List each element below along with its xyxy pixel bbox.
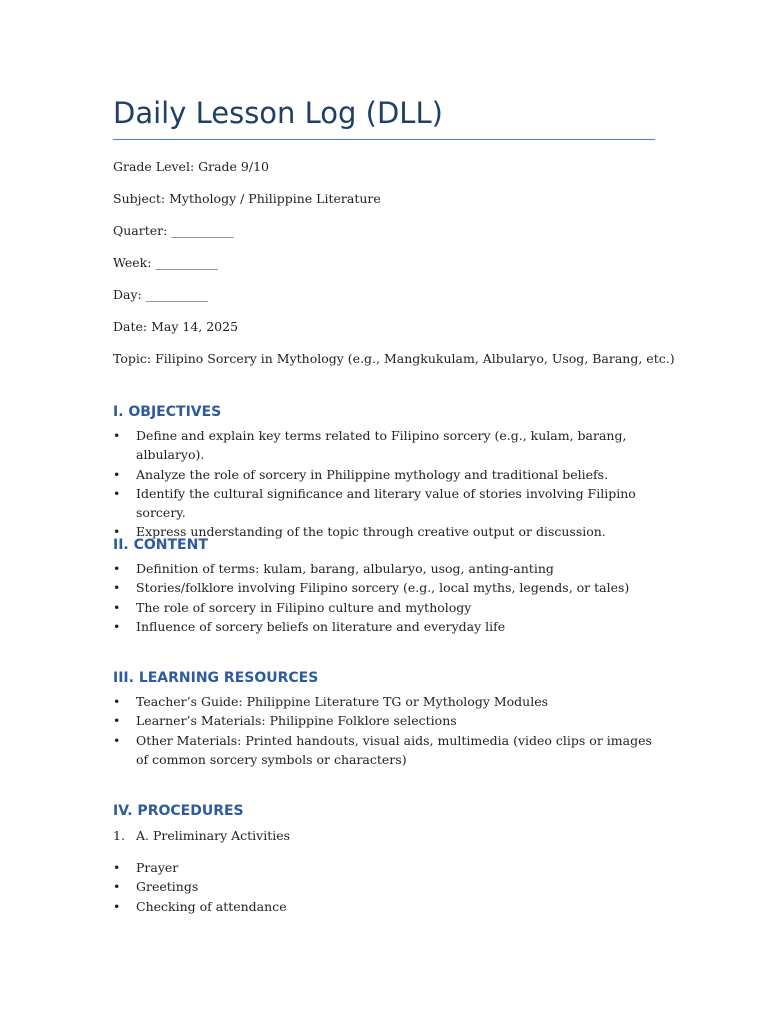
list-item-text: Prayer — [136, 860, 179, 875]
list-item — [113, 897, 655, 916]
preliminary-activities-list — [113, 858, 655, 916]
list-item-text: Express understanding of the topic through creative output or discussion. — [136, 524, 606, 540]
meta-date: Date: May 14, 2025 — [113, 319, 239, 334]
list-item-text: Learner’s Materials: Philippine Folklore selections — [136, 713, 457, 729]
meta-day: Day: __________ — [113, 287, 209, 302]
list-item — [113, 692, 655, 711]
meta-subject: Subject: Mythology / Philippine Literature — [113, 191, 381, 206]
list-item-text: The role of sorcery in Filipino culture and mythology — [136, 599, 472, 615]
bullet-icon: • — [113, 618, 121, 634]
list-item-text: Influence of sorcery beliefs on literature and everyday life — [136, 618, 506, 634]
list-item-text: Teacher’s Guide: Philippine Literature TG or Mythology Modules — [136, 694, 549, 709]
list-item — [113, 426, 655, 465]
list-item — [113, 711, 655, 730]
bullet-icon: • — [113, 485, 121, 501]
meta-topic: Topic: Filipino Sorcery in Mythology (e.g., Mangkukulam, Albularyo, Usog, Barang, etc.) — [113, 351, 675, 366]
list-item-text: A. Preliminary Activities — [136, 828, 291, 843]
meta-quarter: Quarter: __________ — [113, 223, 234, 238]
bullet-icon: • — [113, 599, 121, 615]
learning-resources-list — [113, 692, 655, 769]
list-item — [113, 731, 655, 770]
list-item — [113, 465, 655, 484]
procedures-numbered-list — [113, 826, 655, 845]
list-item — [113, 877, 655, 896]
list-item-number: 1. — [113, 828, 125, 843]
list-item-text: Other Materials: Printed handouts, visual aids, multimedia (video clips or images of common sorcery symbols or characters) — [136, 732, 652, 767]
bullet-icon: • — [113, 898, 121, 914]
list-item-text: Greetings — [136, 879, 199, 895]
section-heading-learning-resources: III. LEARNING RESOURCES — [113, 670, 319, 686]
list-item-text: Stories/folklore involving Filipino sorcery (e.g., local myths, legends, or tales) — [136, 580, 630, 596]
list-item-text: Checking of attendance — [136, 898, 287, 914]
list-item — [113, 578, 655, 597]
list-item-text: Definition of terms: kulam, barang, albularyo, usog, anting-anting — [136, 561, 554, 576]
objectives-list — [113, 426, 655, 542]
list-item — [113, 484, 655, 523]
bullet-icon: • — [113, 428, 121, 443]
list-item — [113, 598, 655, 617]
bullet-icon: • — [113, 524, 121, 540]
section-heading-content: II. CONTENT — [113, 537, 208, 553]
list-item — [113, 617, 655, 636]
bullet-icon: • — [113, 694, 121, 709]
title-divider — [113, 139, 655, 140]
bullet-icon: • — [113, 732, 121, 748]
bullet-icon: • — [113, 466, 121, 482]
meta-grade-level: Grade Level: Grade 9/10 — [113, 159, 269, 174]
document-title: Daily Lesson Log (DLL) — [113, 96, 443, 130]
list-item — [113, 826, 655, 845]
content-list — [113, 559, 655, 636]
bullet-icon: • — [113, 561, 121, 576]
list-item-text: Analyze the role of sorcery in Philippine mythology and traditional beliefs. — [136, 466, 609, 482]
section-heading-objectives: I. OBJECTIVES — [113, 404, 222, 420]
list-item-text: Define and explain key terms related to Filipino sorcery (e.g., kulam, barang, albularyo). — [136, 428, 627, 463]
bullet-icon: • — [113, 580, 121, 596]
list-item — [113, 559, 655, 578]
list-item — [113, 858, 655, 877]
section-heading-procedures: IV. PROCEDURES — [113, 803, 244, 819]
bullet-icon: • — [113, 879, 121, 895]
list-item-text: Identify the cultural significance and literary value of stories involving Filipino sorcery. — [136, 485, 636, 521]
bullet-icon: • — [113, 860, 121, 875]
bullet-icon: • — [113, 713, 121, 729]
meta-week: Week: __________ — [113, 255, 218, 270]
